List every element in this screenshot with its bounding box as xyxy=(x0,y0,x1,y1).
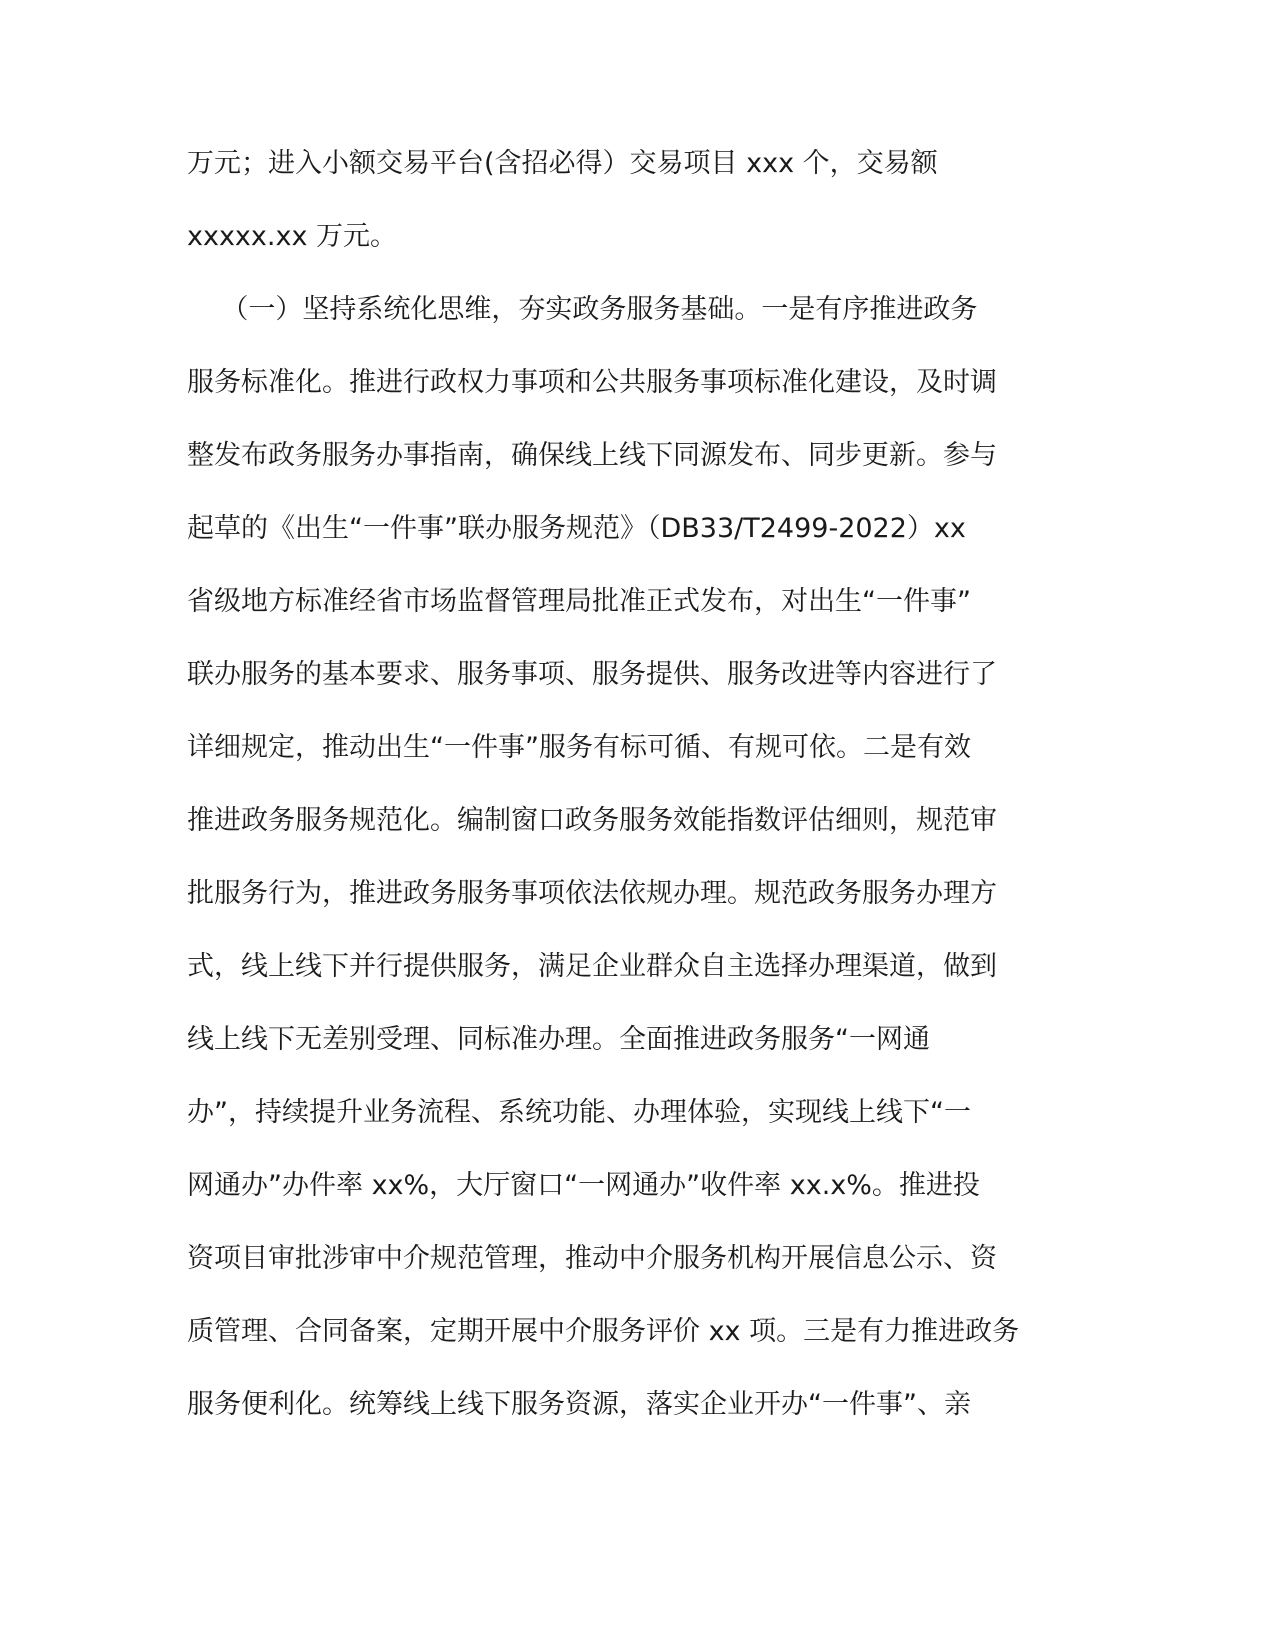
text-line: 办”，持续提升业务流程、系统功能、办理体验，实现线上线下“一 xyxy=(187,1097,971,1128)
text-line: 网通办”办件率 xx%，大厅窗口“一网通办”收件率 xx.x%。推进投 xyxy=(187,1170,980,1201)
text-line: 线上线下无差别受理、同标准办理。全面推进政务服务“一网通 xyxy=(187,1024,930,1055)
text-line: 质管理、合同备案，定期开展中介服务评价 xx 项。三是有力推进政务 xyxy=(187,1316,1020,1347)
text-line: xxxxx.xx 万元。 xyxy=(187,221,398,252)
text-line: 批服务行为，推进政务服务事项依法依规办理。规范政务服务办理方 xyxy=(187,878,997,909)
text-line: 资项目审批涉审中介规范管理，推动中介服务机构开展信息公示、资 xyxy=(187,1243,997,1274)
text-line: 详细规定，推动出生“一件事”服务有标可循、有规可依。二是有效 xyxy=(187,732,971,763)
text-line: 省级地方标准经省市场监督管理局批准正式发布，对出生“一件事” xyxy=(187,586,971,617)
text-line: 万元；进入小额交易平台(含招必得）交易项目 xxx 个，交易额 xyxy=(187,148,938,179)
paragraph-heading-line: （一）坚持系统化思维，夯实政务服务基础。一是有序推进政务 xyxy=(187,294,978,325)
text-line: 起草的《出生“一件事”联办服务规范》（DB33/T2499-2022）xx xyxy=(187,513,966,544)
text-line: 联办服务的基本要求、服务事项、服务提供、服务改进等内容进行了 xyxy=(187,659,997,690)
text-line: 服务标准化。推进行政权力事项和公共服务事项标准化建设，及时调 xyxy=(187,367,997,398)
text-line: 服务便利化。统筹线上线下服务资源，落实企业开办“一件事”、亲 xyxy=(187,1389,971,1420)
text-line: 整发布政务服务办事指南，确保线上线下同源发布、同步更新。参与 xyxy=(187,440,997,471)
text-line: 式，线上线下并行提供服务，满足企业群众自主选择办理渠道，做到 xyxy=(187,951,997,982)
text-line: 推进政务服务规范化。编制窗口政务服务效能指数评估细则，规范审 xyxy=(187,805,997,836)
